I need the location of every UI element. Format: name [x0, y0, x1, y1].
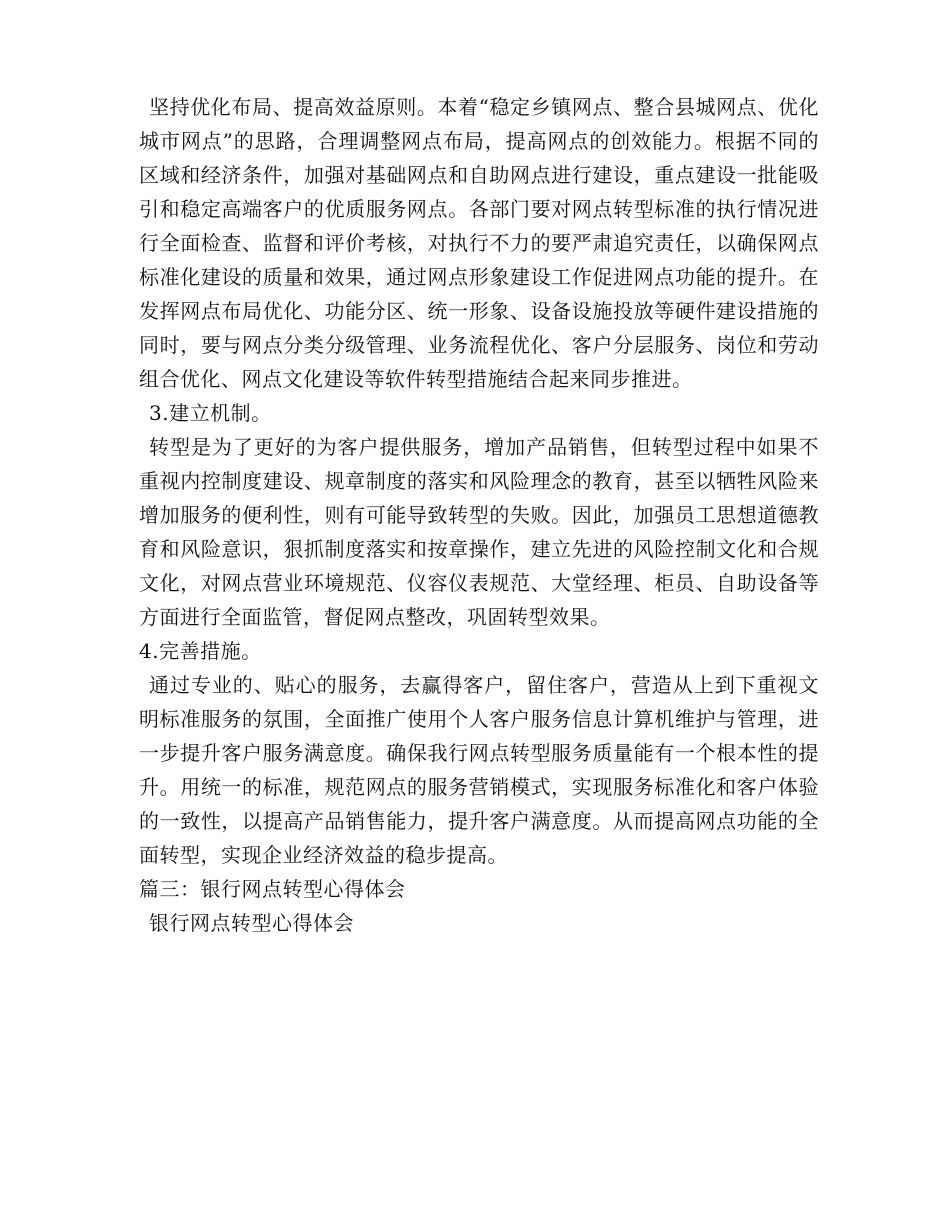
paragraph-risk-control: 转型是为了更好的为客户提供服务，增加产品销售，但转型过程中如果不重视内控制度建设、规章制度的落实和风险理念的教育，甚至以牺牲风险来增加服务的便利性，则有可能导致转型的失败。因此，加强员工思想道德教育和风险意识，狠抓制度落实和按章操作，建立先进的风险控制文化和合规文化，对网点营业环境规范、仪容仪表规范、大堂经理、柜员、自助设备等方面进行全面监管，督促网点整改，巩固转型效果。: [139, 435, 819, 629]
paragraph-service-quality: 通过专业的、贴心的服务，去赢得客户，留住客户，营造从上到下重视文明标准服务的氛围，全面推广使用个人客户服务信息计算机维护与管理，进一步提升客户服务满意度。确保我行网点转型服务质量能有一个根本性的提升。用统一的标准，规范网点的服务营销模式，实现服务标准化和客户体验的一致性，以提高产品销售能力，提升客户满意度。从而提高网点功能的全面转型，实现企业经济效益的稳步提高。: [139, 673, 819, 867]
section-title-part-three: 篇三：银行网点转型心得体会: [139, 877, 406, 901]
document-body: [139, 90, 819, 940]
heading-improve-measures: 4.完善措施。: [139, 639, 262, 663]
heading-establish-mechanism: 3.建立机制。: [149, 401, 272, 425]
paragraph-layout-optimization: 坚持优化布局、提高效益原则。本着“稳定乡镇网点、整合县城网点、优化城市网点”的思路，合理调整网点布局，提高网点的创效能力。根据不同的区域和经济条件，加强对基础网点和自助网点进行建设，重点建设一批能吸引和稳定高端客户的优质服务网点。各部门要对网点转型标准的执行情况进行全面检查、监督和评价考核，对执行不力的要严肃追究责任，以确保网点标准化建设的质量和效果，通过网点形象建设工作促进网点功能的提升。在发挥网点布局优化、功能分区、统一形象、设备设施投放等硬件建设措施的同时，要与网点分类分级管理、业务流程优化、客户分层服务、岗位和劳动组合优化、网点文化建设等软件转型措施结合起来同步推进。: [139, 95, 819, 391]
section-subtitle: 银行网点转型心得体会: [149, 911, 354, 935]
